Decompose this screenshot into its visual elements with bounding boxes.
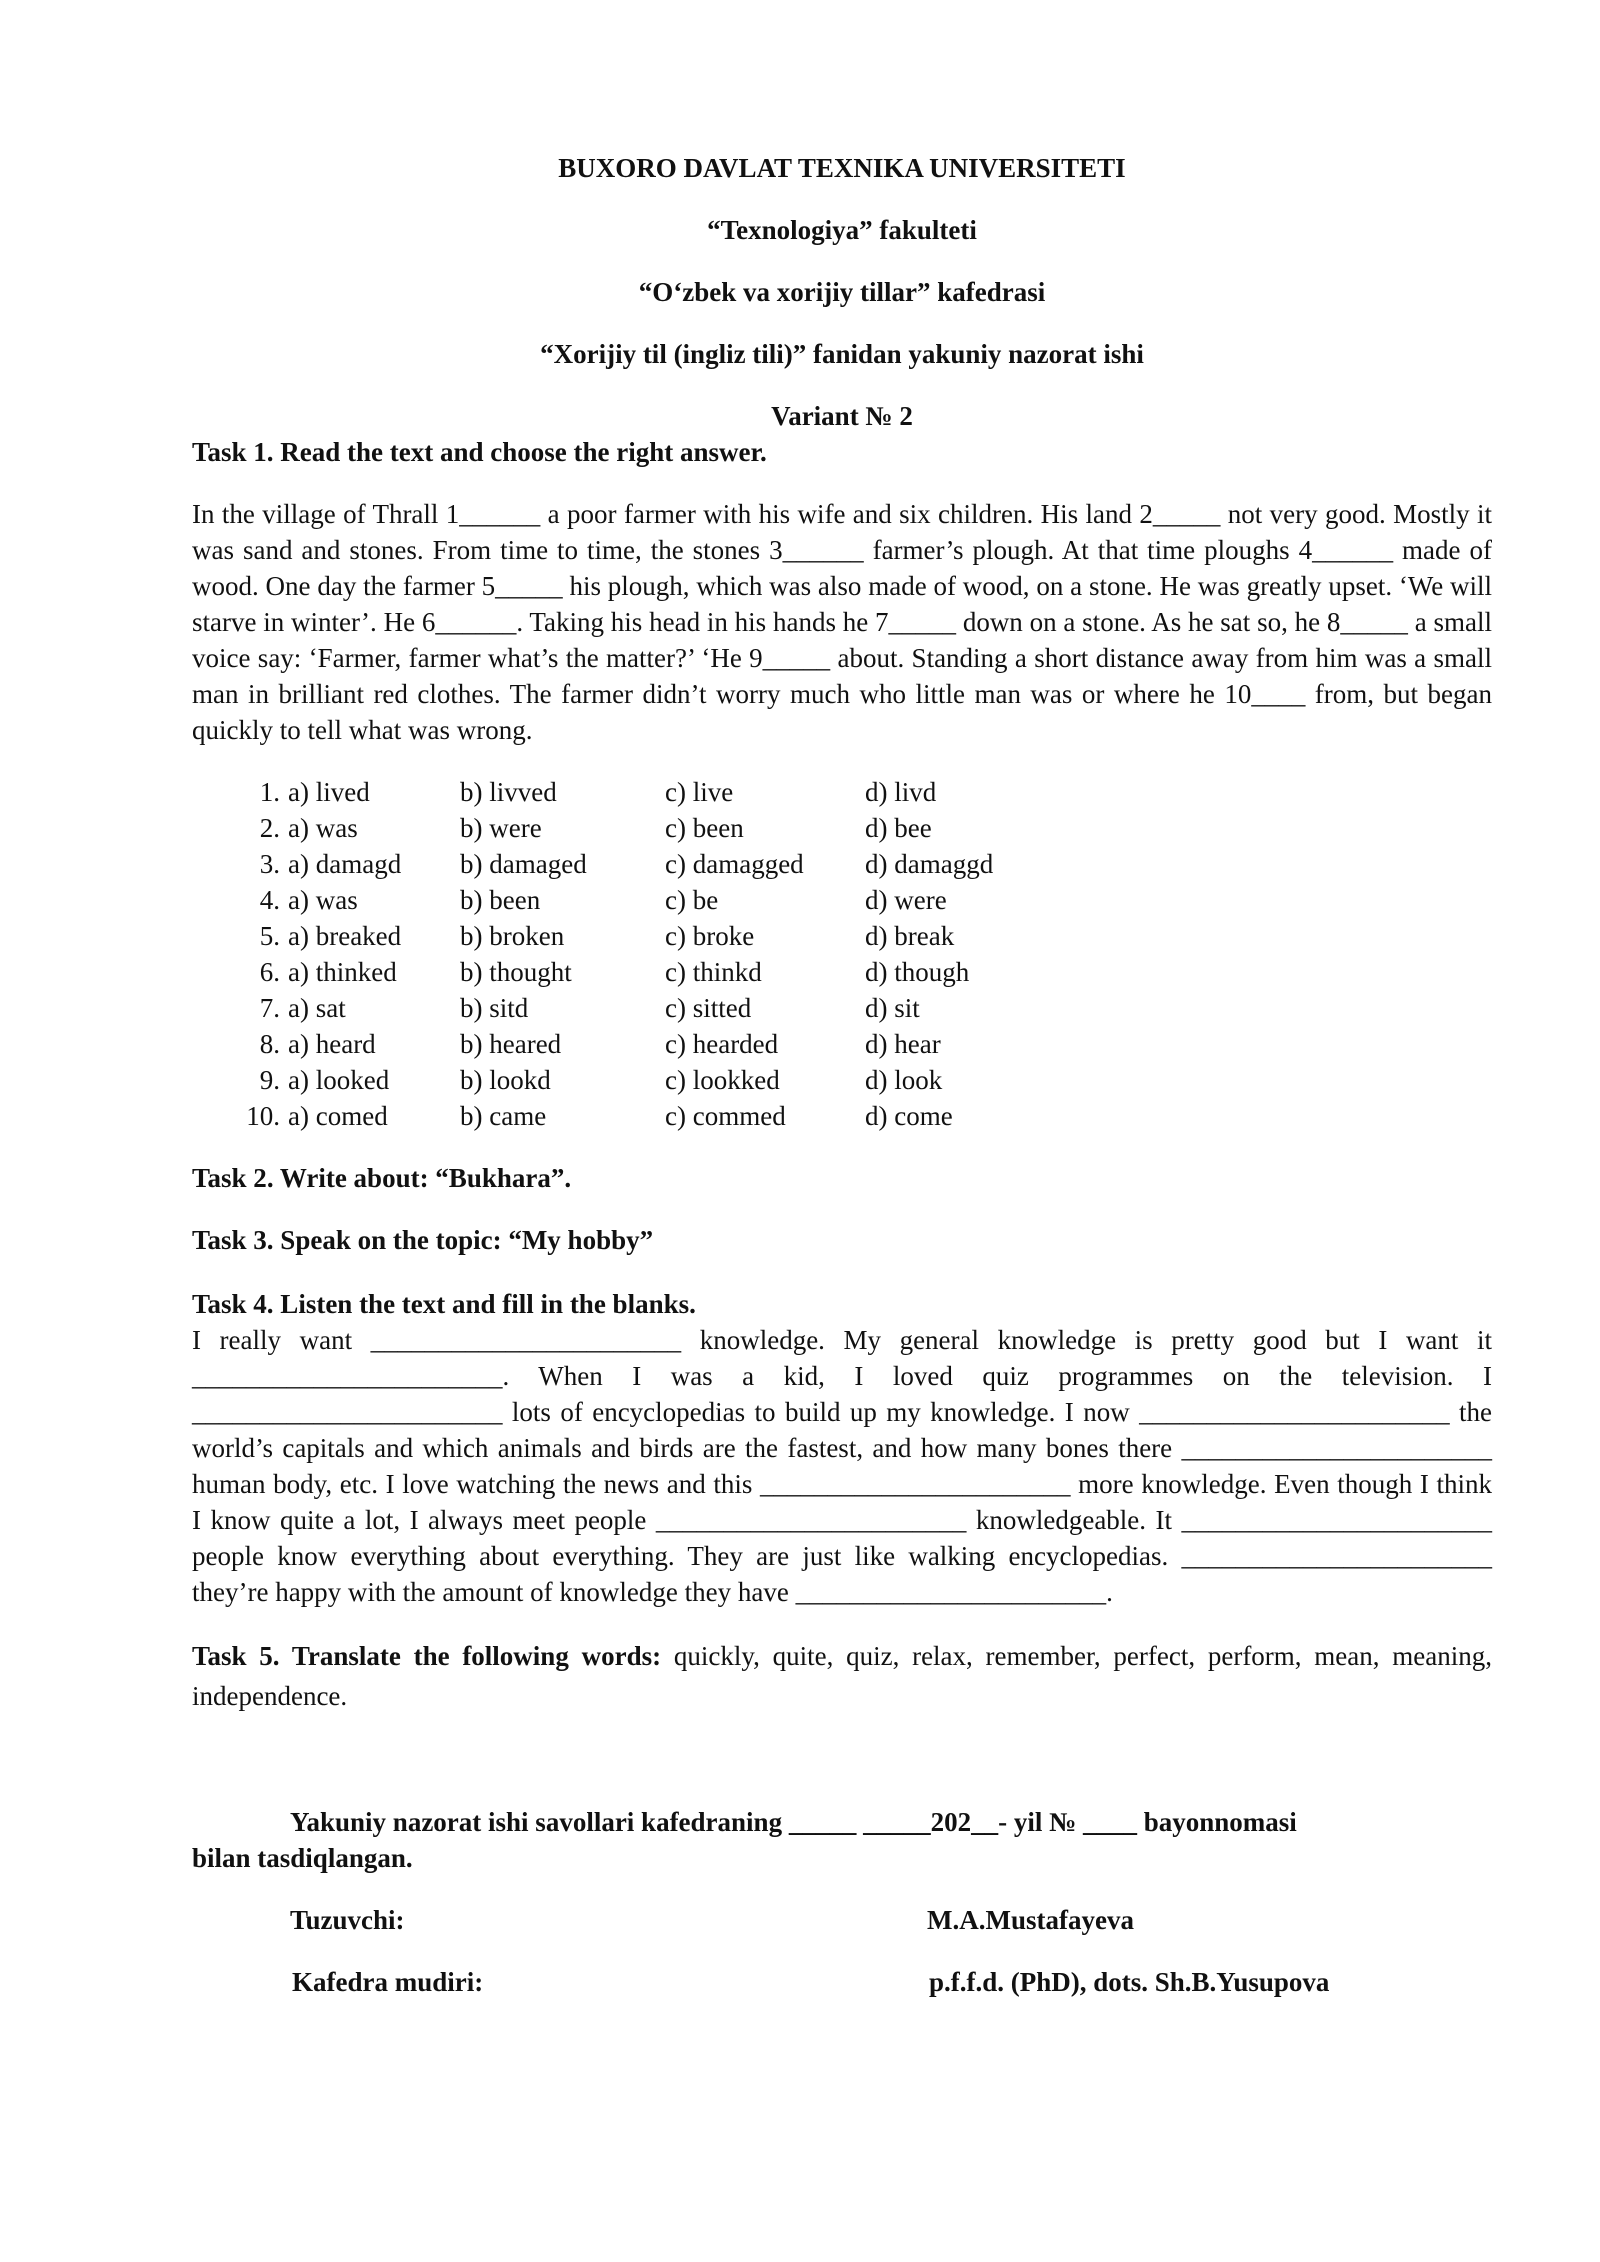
option-d: d) look <box>865 1065 943 1095</box>
option-c: c) hearded <box>665 1029 779 1059</box>
option-number: 1. <box>259 777 280 807</box>
option-b: b) lookd <box>460 1065 551 1095</box>
option-b: b) broken <box>460 921 565 951</box>
option-b: b) sitd <box>460 993 529 1023</box>
option-d: d) though <box>865 957 970 987</box>
option-a: a) thinked <box>288 957 397 987</box>
option-row <box>192 810 1492 846</box>
option-a: a) was <box>288 813 358 843</box>
task5-words: quickly, quite, quiz, relax, remember, perfect, perform, mean, meaning, independence. <box>192 1641 1493 1711</box>
exam-title: “Xorijiy til (ingliz tili)” fanidan yakuniy nazorat ishi <box>540 339 1144 369</box>
option-row <box>192 990 1492 1026</box>
option-number: 7. <box>259 993 280 1023</box>
option-d: d) bee <box>865 813 932 843</box>
option-c: c) commed <box>665 1101 786 1131</box>
option-row <box>192 774 1492 810</box>
option-c: c) been <box>665 813 744 843</box>
option-c: c) lookked <box>665 1065 780 1095</box>
option-number: 4. <box>259 885 280 915</box>
option-d: d) damaggd <box>865 849 994 879</box>
approval-part2: bilan tasdiqlangan. <box>192 1843 413 1873</box>
option-row <box>192 1098 1492 1134</box>
option-d: d) break <box>865 921 955 951</box>
option-b: b) were <box>460 813 542 843</box>
option-d: d) come <box>865 1101 953 1131</box>
option-a: a) looked <box>288 1065 390 1095</box>
compiler-label: Tuzuvchi: <box>290 1905 405 1935</box>
option-number: 10. <box>246 1101 280 1131</box>
option-d: d) were <box>865 885 947 915</box>
option-c: c) sitted <box>665 993 752 1023</box>
option-row <box>192 1062 1492 1098</box>
option-a: a) breaked <box>288 921 402 951</box>
task4-text: I really want _______________________ knowledge. My general knowledge is pretty good but I want it _______________________. When I was a kid, I loved quiz programmes on the television. I _______________________ lots of encyclopedias to build up my knowledge. I now _______________________ the world’s capitals and which animals and birds are the fastest, and how many bones there _______________________ human body, etc. I love watching the news and this _______________________ more knowledge. Even though I think I know quite a lot, I always meet people _______________________ knowledgeable. It _______________________ people know everything about everything. They are just like walking encyclopedias. _______________________ they’re happy with the amount of knowledge they have _______________________. <box>192 1325 1492 1607</box>
task1-title: Task 1. Read the text and choose the right answer. <box>192 437 767 467</box>
option-number: 2. <box>259 813 280 843</box>
option-c: c) broke <box>665 921 755 951</box>
option-c: c) thinkd <box>665 957 762 987</box>
option-b: b) thought <box>460 957 572 987</box>
task2 <box>192 1160 1492 1196</box>
approval-statement <box>192 1804 1492 1840</box>
option-d: d) livd <box>865 777 937 807</box>
option-row <box>192 954 1492 990</box>
option-b: b) heared <box>460 1029 562 1059</box>
option-c: c) live <box>665 777 734 807</box>
task4-title: Task 4. Listen the text and fill in the blanks. <box>192 1289 696 1319</box>
option-b: b) livved <box>460 777 557 807</box>
task5-title: Task 5. Translate the following words: <box>192 1641 662 1671</box>
task1-options <box>192 774 1492 1134</box>
head-name: p.f.f.d. (PhD), dots. Sh.B.Yusupova <box>929 1967 1330 1997</box>
option-d: d) sit <box>865 993 920 1023</box>
head-label: Kafedra mudiri: <box>292 1967 484 1997</box>
task3-title: Task 3. Speak on the topic: “My hobby” <box>192 1225 654 1255</box>
variant-title: Variant № 2 <box>771 401 913 431</box>
option-row <box>192 1026 1492 1062</box>
option-number: 6. <box>259 957 280 987</box>
compiler-name: M.A.Mustafayeva <box>927 1905 1134 1935</box>
approval-part1: Yakuniy nazorat ishi savollari kafedraning _____ _____202__- yil № ____ bayonnomasi <box>290 1807 1297 1837</box>
task2-title: . Write about: “Bukhara”. <box>266 1163 572 1193</box>
option-a: a) damagd <box>288 849 402 879</box>
option-row <box>192 882 1492 918</box>
option-b: b) came <box>460 1101 547 1131</box>
option-number: 3. <box>259 849 280 879</box>
option-number: 9. <box>259 1065 280 1095</box>
task5 <box>192 1636 1492 1716</box>
option-number: 8. <box>259 1029 280 1059</box>
option-row <box>192 846 1492 882</box>
option-number: 5. <box>259 921 280 951</box>
option-a: a) was <box>288 885 358 915</box>
option-a: a) lived <box>288 777 370 807</box>
head-row <box>192 1964 1492 2000</box>
task1-text: In the village of Thrall 1______ a poor farmer with his wife and six children. His land 2_____ not very good. Mostly it was sand and stones. From time to time, the stones 3______ farmer’s plough. At that time ploughs 4______ made of wood. One day the farmer 5_____ his plough, which was also made of wood, on a stone. He was greatly upset. ‘We will starve in winter’. He 6______. Taking his head in his hands he 7_____ down on a stone. As he sat so, he 8_____ a small voice say: ‘Farmer, farmer what’s the matter?’ ‘He 9_____ about. Standing a short distance away from him was a small man in brilliant red clothes. The farmer didn’t worry much who little man was or where he 10____ from, but began quickly to tell what was wrong. <box>192 499 1492 745</box>
option-b: b) been <box>460 885 541 915</box>
option-c: c) damagged <box>665 849 804 879</box>
option-a: a) sat <box>288 993 346 1023</box>
exam-page <box>192 150 1492 2000</box>
option-row <box>192 918 1492 954</box>
university-title: BUXORO DAVLAT TEXNIKA UNIVERSITETI <box>558 153 1126 183</box>
option-a: a) comed <box>288 1101 388 1131</box>
faculty-title: “Texnologiya” fakulteti <box>707 215 977 245</box>
option-b: b) damaged <box>460 849 587 879</box>
option-d: d) hear <box>865 1029 941 1059</box>
task2-label: Task 2 <box>192 1163 267 1193</box>
option-a: a) heard <box>288 1029 376 1059</box>
department-title: “O‘zbek va xorijiy tillar” kafedrasi <box>638 277 1046 307</box>
option-c: c) be <box>665 885 719 915</box>
compiler-row <box>192 1902 1492 1938</box>
